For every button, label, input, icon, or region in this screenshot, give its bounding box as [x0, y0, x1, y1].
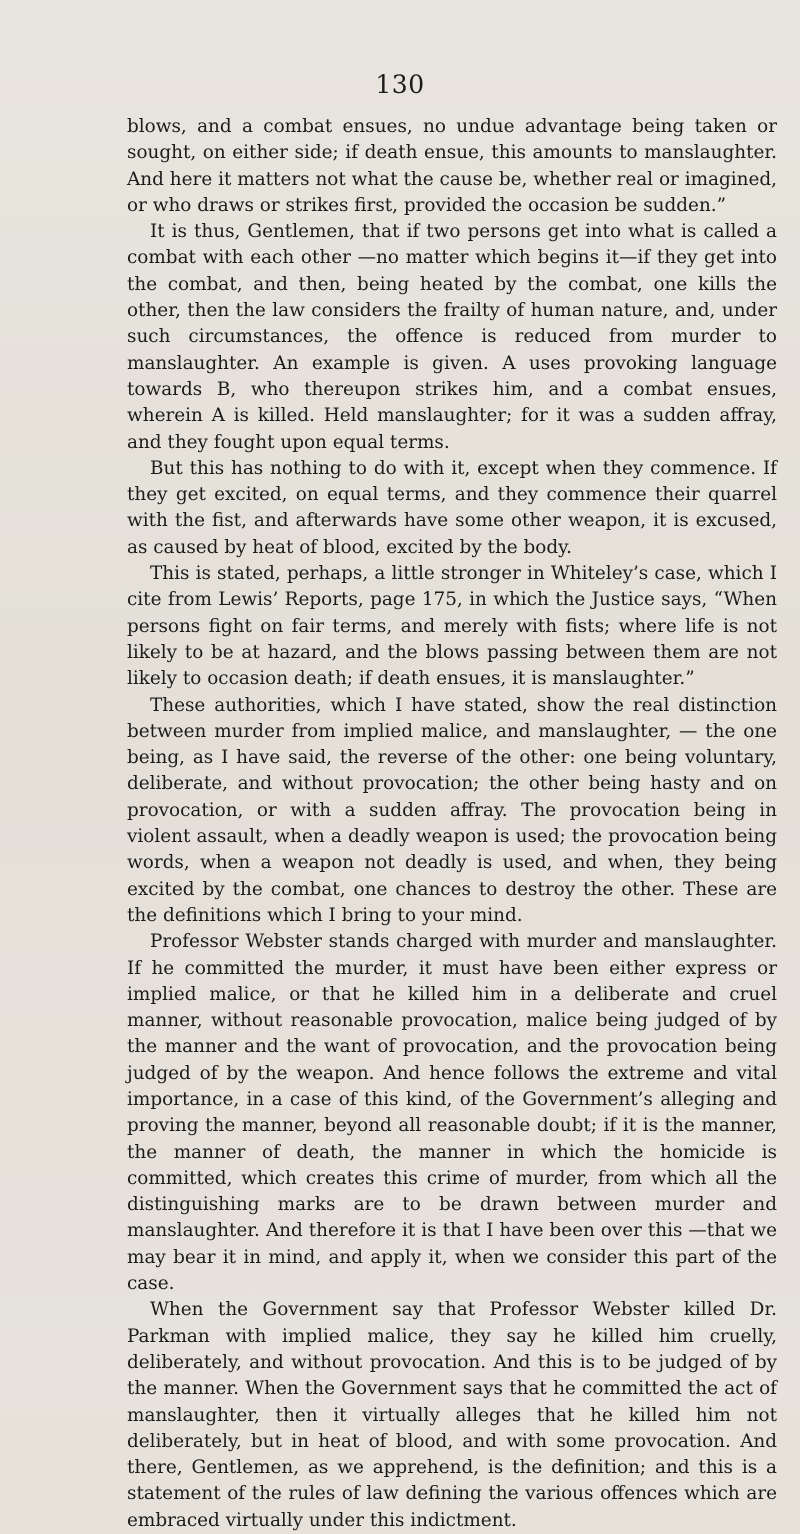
- paragraph-4: This is stated, perhaps, a little stronger in Whiteley’s case, which I cite from Lewis’ Reports, page 175, in which the Justice says, “When persons fight on fair terms, and merely with fists; where life is not likely to be at hazard, and the blows passing between them are not likely to occasion death; if death ensues, it is manslaughter.”: [127, 563, 777, 690]
- paragraph-5: These authorities, which I have stated, show the real distinction between murder from implied malice, and manslaughter, — the one being, as I have said, the reverse of the other: one being voluntary, deliberate, and without provocation; the other being hasty and on provocation, or with a sudden affray. The provocation being in violent assault, when a deadly weapon is used; the provocation being words, when a weapon not deadly is used, and when, they being excited by the combat, one chances to destroy the other. These are the definitions which I bring to your mind.: [127, 694, 777, 926]
- paragraph-1: blows, and a combat ensues, no undue advantage being taken or sought, on either side; if death ensue, this amounts to manslaughter. And here it matters not what the cause be, whether real or imagined, or who draws or strikes first, provided the occasion be sudden.”: [127, 116, 777, 216]
- paragraph-2: It is thus, Gentlemen, that if two persons get into what is called a combat with each other —no matter which begins it—if they get into the combat, and then, being heated by the combat, one kills the other, then the law considers the frailty of human nature, and, under such circumstances, the offence is reduced from murder to manslaughter. An example is given. A uses provoking language towards B, who thereupon strikes him, and a combat ensues, wherein A is killed. Held manslaughter; for it was a sudden affray, and they fought upon equal terms.: [127, 221, 777, 453]
- page-body-text: [127, 114, 777, 1534]
- paragraph-3: But this has nothing to do with it, except when they commence. If they get excited, on equal terms, and they commence their quarrel with the fist, and afterwards have some other weapon, it is excused, as caused by heat of blood, excited by the body.: [127, 457, 777, 558]
- paragraph-6: Professor Webster stands charged with murder and manslaughter. If he committed the murder, it must have been either express or implied malice, or that he killed him in a deliberate and cruel manner, without reasonable provocation, malice being judged of by the manner and the want of provocation, and the provocation being judged of by the weapon. And hence follows the extreme and vital importance, in a case of this kind, of the Government’s alleging and proving the manner, beyond all reasonable doubt; if it is the manner, the manner of death, the manner in which the homicide is committed, which creates this crime of murder, from which all the distinguishing marks are to be drawn between murder and manslaughter. And therefore it is that I have been over this —that we may bear it in mind, and apply it, when we consider this part of the case.: [127, 931, 777, 1295]
- page-number: 130: [375, 70, 425, 99]
- paragraph-7: When the Government say that Professor Webster killed Dr. Parkman with implied malice, they say he killed him cruelly, deliberately, and without provocation. And this is to be judged of by the manner. When the Government says that he committed the act of manslaughter, then it virtually alleges that he killed him not deliberately, but in heat of blood, and with some provocation. And there, Gentlemen, as we apprehend, is the definition; and this is a statement of the rules of law defining the various offences which are embraced virtually under this indictment.: [127, 1299, 777, 1531]
